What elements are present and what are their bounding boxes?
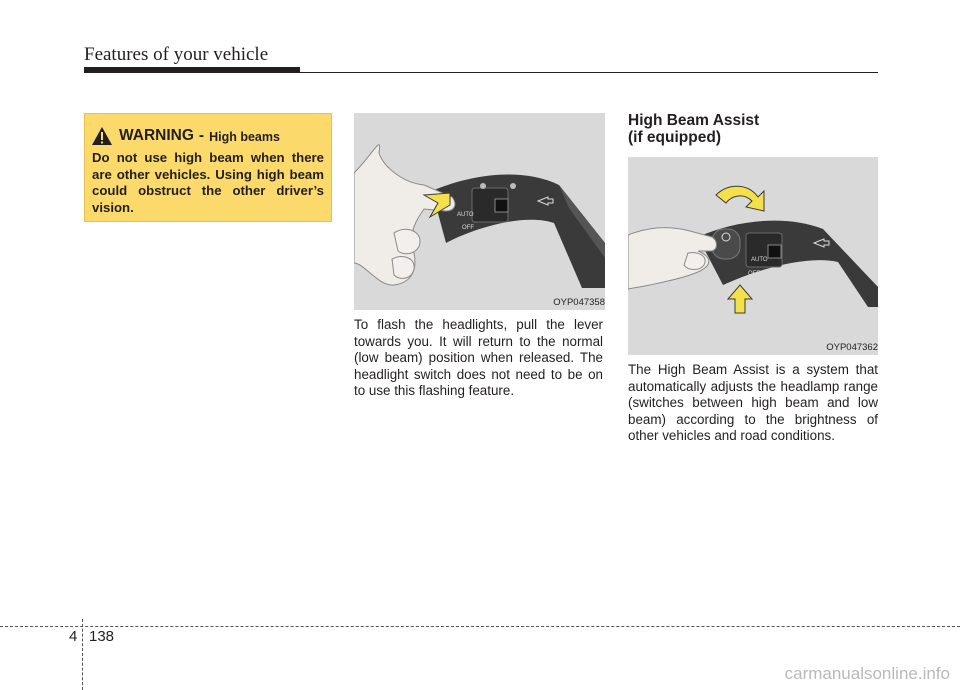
flash-paragraph: To flash the headlights, pull the lever towards you. It will return to the normal (low beam) position when released. The headlight switch does not need to be on to use this flashing feature.	[354, 317, 603, 398]
warning-title: WARNING	[119, 127, 194, 144]
figure-code-2: OYP047362	[826, 342, 878, 353]
figure-high-beam-assist	[628, 157, 878, 355]
warning-subtitle: High beams	[209, 130, 280, 144]
switch-label-off: OFF	[748, 271, 760, 277]
section-title-line2: (if equipped)	[628, 129, 721, 146]
figure-flash-lever	[354, 113, 605, 310]
figure-code-1: OYP047358	[553, 297, 605, 308]
running-header: Features of your vehicle	[84, 44, 269, 65]
warning-separator: -	[198, 127, 205, 144]
footer-rule	[0, 626, 960, 627]
switch-label-auto: AUTO	[751, 257, 768, 263]
hba-paragraph: The High Beam Assist is a system that automatically adjusts the headlamp range (switches between high beam and low beam) according to the brightness of other vehicles and road conditions.	[628, 362, 878, 443]
flash-lever-illustration	[354, 113, 605, 310]
header-rule	[84, 72, 878, 73]
footer-divider	[82, 619, 83, 690]
warning-body: Do not use high beam when there are other vehicles. Using high beam could obstruct the other driver’s vision.	[92, 150, 324, 215]
warning-triangle-icon	[91, 126, 113, 146]
chapter-number: 4	[69, 628, 78, 645]
warning-box	[84, 113, 332, 222]
warning-heading	[91, 125, 280, 147]
page-number: 138	[89, 628, 115, 645]
section-title-line1: High Beam Assist	[628, 112, 760, 129]
switch-label-off: OFF	[462, 225, 474, 231]
section-title	[628, 112, 759, 146]
switch-label-auto: AUTO	[457, 212, 474, 218]
hba-lever-illustration	[628, 157, 878, 355]
watermark: carmanualsonline.info	[784, 664, 950, 683]
